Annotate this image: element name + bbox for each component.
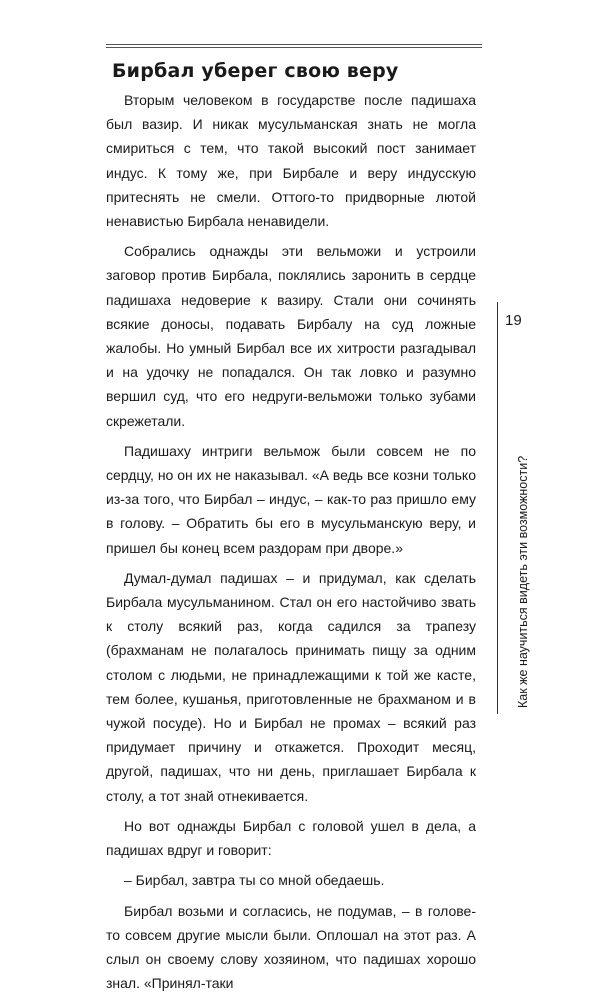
paragraph: Бирбал возьми и согласись, не подумав, – в голове-то совсем другие мысли были. Оплошал на этот раз. А слыл он своему слову хозяином, что падишах хорошо знал. «Принял-таки (106, 902, 476, 992)
paragraph: Но вот однажды Бирбал с головой ушел в дела, а падишах вдруг и говорит: (106, 817, 476, 859)
paragraph: Думал-думал падишах – и придумал, как сделать Бирбала мусульманином. Стал он его настойчиво звать к столу всякий раз, когда садился за трапезу (брахманам не полагалось принимать пищу за одним столом с людьми, не принадлежащими к той же касте, тем более, кушанья, приготовленные не брахманом и в чужой посуде). Но и Бирбал не промах – всякий раз придумает причину и откажется. Проходит месяц, другой, падишах, что ни день, приглашает Бирбала к столу, а тот знай отнекивается. (106, 569, 476, 804)
body-text (106, 88, 476, 1001)
side-margin-rule (497, 302, 498, 714)
running-head: Как же научиться видеть эти возможности? (516, 455, 530, 708)
chapter-title: Бирбал уберег свою веру (112, 60, 399, 82)
page-number: 19 (505, 312, 522, 329)
paragraph: Вторым человеком в государстве после падишаха был вазир. И никак мусульманская знать не могла смириться с тем, что такой высокий пост занимает индус. К тому же, при Бирбале и веру индусскую притеснять не смели. Оттого-то придворные лютой ненавистью Бирбала ненавидели. (106, 92, 476, 230)
paragraph: Падишаху интриги вельмож были совсем не по сердцу, но он их не наказывал. «А ведь все козни только из-за того, что Бирбал – индус, – как-то раз пришло ему в голову. – Обратить бы его в мусульманскую веру, и пришел бы конец всем раздорам при дворе.» (106, 442, 476, 556)
paragraph: Собрались однажды эти вельможи и устроили заговор против Бирбала, поклялись заронить в сердце падишаха недоверие к вазиру. Стали они сочинять всякие доносы, подавать Бирбалу на суд ложные жалобы. Но умный Бирбал все их хитрости разгадывал и на удочку не попадался. Он так ловко и разумно вершил суд, что его недруги-вельможи только зубами скрежетали. (106, 243, 476, 429)
top-rule (106, 44, 482, 48)
paragraph: – Бирбал, завтра ты со мной обедаешь. (124, 872, 385, 889)
